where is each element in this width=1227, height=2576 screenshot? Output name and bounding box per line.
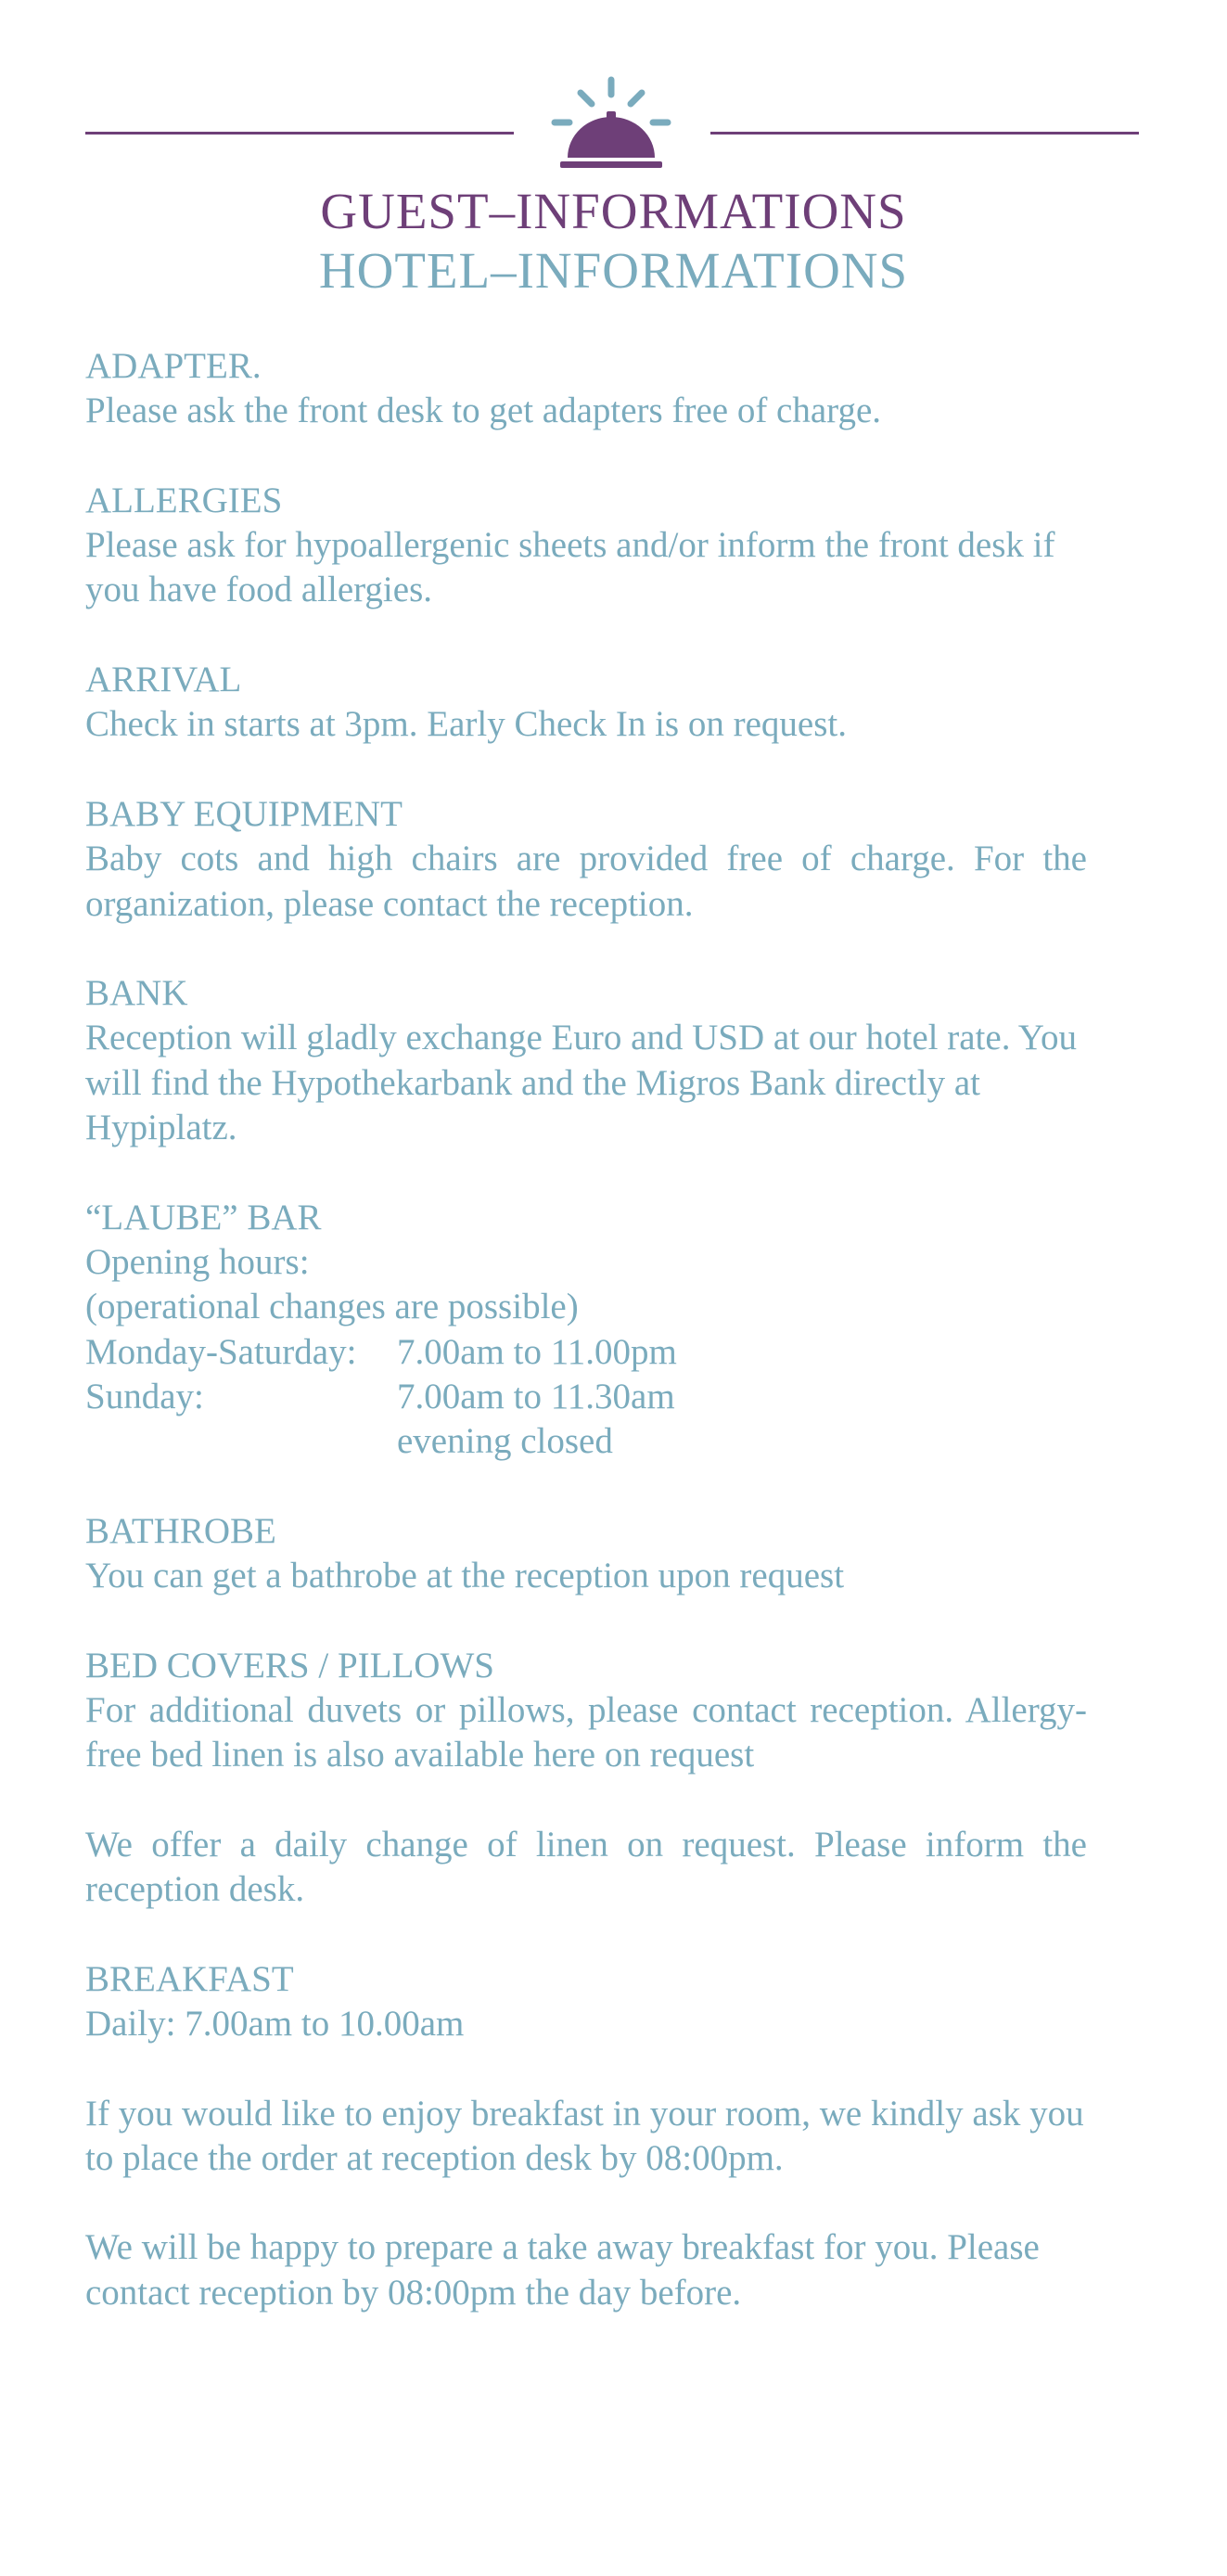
section-text: Please ask for hypoallergenic sheets and/or inform the front desk if you have food allergies. <box>85 525 1055 610</box>
section-heading: BREAKFAST <box>85 1958 294 1999</box>
section-bathrobe <box>85 1509 1087 1599</box>
page-title-hotel: HOTEL–INFORMATIONS <box>318 242 909 299</box>
section-breakfast-takeaway <box>85 2225 1087 2315</box>
section-breakfast-room <box>85 2092 1087 2182</box>
section-text: For additional duvets or pillows, please contact reception. Allergy-free bed linen is also available here on request <box>85 1689 1087 1775</box>
section-heading: ALLERGIES <box>85 480 283 520</box>
section-baby-equipment <box>85 792 1087 927</box>
section-text: Reception will gladly exchange Euro and USD at our hotel rate. You will find the Hypothekarbank and the Migros Bank directly at Hypiplatz. <box>85 1018 1078 1148</box>
section-text: We offer a daily change of linen on request. Please inform the reception desk. <box>85 1824 1087 1910</box>
section-text: Baby cots and high chairs are provided free of charge. For the organization, please contact the reception. <box>85 839 1087 924</box>
section-heading: BABY EQUIPMENT <box>85 793 403 834</box>
section-text: Please ask the front desk to get adapters free of charge. <box>85 391 882 431</box>
section-heading: BATHROBE <box>85 1510 276 1551</box>
section-text: You can get a bathrobe at the reception upon request <box>85 1556 845 1596</box>
header-divider-right <box>710 132 1139 135</box>
section-heading: “LAUBE” BAR <box>85 1197 322 1237</box>
opening-hours-label: Opening hours: <box>85 1241 310 1282</box>
header-divider-left <box>85 132 514 135</box>
section-bank <box>85 971 1087 1150</box>
hours-row-sunday <box>85 1375 1087 1419</box>
page-title-guest: GUEST–INFORMATIONS <box>320 183 907 239</box>
section-breakfast <box>85 1957 1087 2047</box>
hours-sunday-evening: evening closed <box>397 1421 613 1462</box>
section-allergies <box>85 479 1087 613</box>
section-adapter <box>85 344 1087 434</box>
hours-day: Sunday: <box>85 1376 204 1416</box>
section-heading: BED COVERS / PILLOWS <box>85 1645 494 1685</box>
hours-time: 7.00am to 11.00pm <box>397 1331 677 1372</box>
section-heading: ADAPTER. <box>85 346 262 386</box>
section-heading: BANK <box>85 973 188 1014</box>
section-text: If you would like to enjoy breakfast in your room, we kindly ask you to place the order at reception desk by 08:00pm. <box>85 2093 1084 2178</box>
section-bed-covers <box>85 1644 1087 1778</box>
section-linen-change <box>85 1823 1087 1913</box>
section-heading: ARRIVAL <box>85 660 242 700</box>
section-text: Check in starts at 3pm. Early Check In is on request. <box>85 704 847 745</box>
breakfast-hours: Daily: 7.00am to 10.00am <box>85 2003 465 2044</box>
hours-day: Monday-Saturday: <box>85 1331 357 1372</box>
hours-time: 7.00am to 11.30am <box>397 1376 675 1416</box>
hours-row-weekdays <box>85 1330 1087 1375</box>
section-laube-bar <box>85 1196 1087 1465</box>
information-list <box>85 344 1087 2360</box>
opening-hours-note: (operational changes are possible) <box>85 1287 579 1327</box>
section-arrival <box>85 658 1087 748</box>
service-bell-icon <box>551 76 671 173</box>
section-text: We will be happy to prepare a take away breakfast for you. Please contact reception by 08:00pm the day before. <box>85 2227 1040 2313</box>
